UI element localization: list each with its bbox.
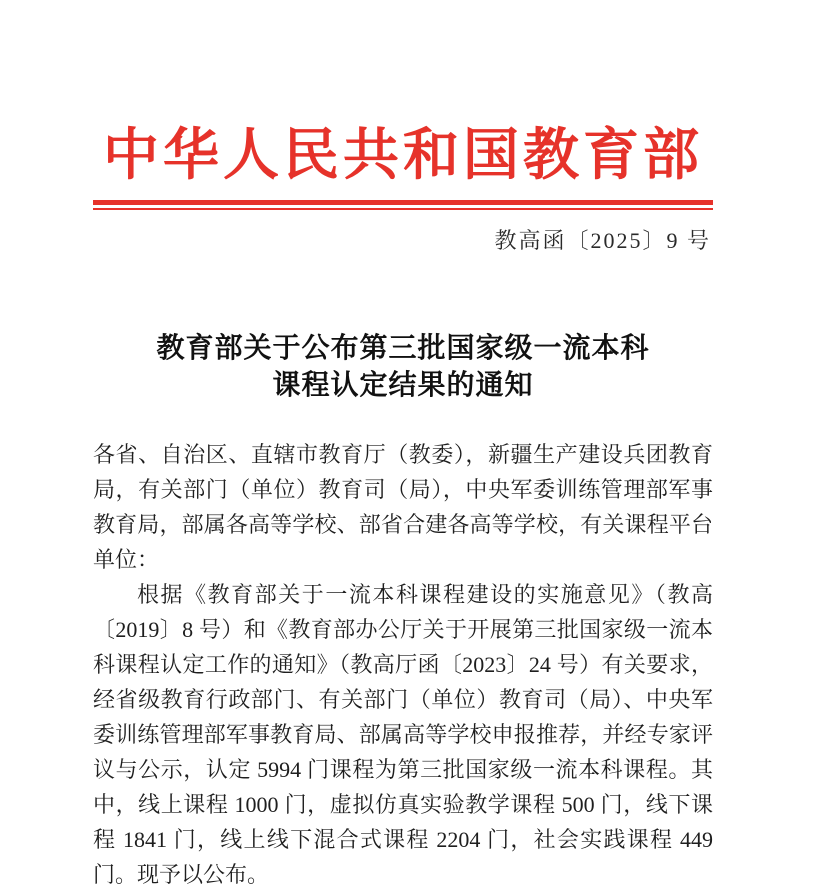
document-title-line-2: 课程认定结果的通知	[272, 370, 534, 401]
document-body	[93, 437, 713, 889]
document-title-line-1: 教育部关于公布第三批国家级一流本科	[156, 333, 650, 364]
addressee-paragraph: 各省、自治区、直辖市教育厅（教委），新疆生产建设兵团教育局，有关部门（单位）教育司（局），中央军委训练管理部军事教育局，部属各高等学校、部省合建各高等学校，有关课程平台单位：	[93, 442, 713, 572]
ministry-letterhead: 中华人民共和国教育部	[103, 125, 703, 187]
document-title	[93, 330, 713, 404]
document-content	[93, 0, 713, 889]
letterhead-divider-thin	[93, 208, 713, 210]
letterhead-divider-thick	[93, 200, 713, 205]
body-paragraph: 根据《教育部关于一流本科课程建设的实施意见》（教高〔2019〕8 号）和《教育部办公厅关于开展第三批国家级一流本科课程认定工作的通知》（教高厅函〔2023〕24 号）有关要求，经省级教育行政部门、有关部门（单位）教育司（局）、中央军委训练管理部军事教育局、部属高等学校申报推荐，并经专家评议与公示，认定 5994 门课程为第三批国家级一流本科课程。其中，线上课程 1000 门，虚拟仿真实验教学课程 500 门，线下课程 1841 门，线上线下混合式课程 2204 门，社会实践课程 449 门。现予以公布。	[93, 582, 713, 887]
document-number: 教高函〔2025〕9 号	[494, 228, 711, 253]
